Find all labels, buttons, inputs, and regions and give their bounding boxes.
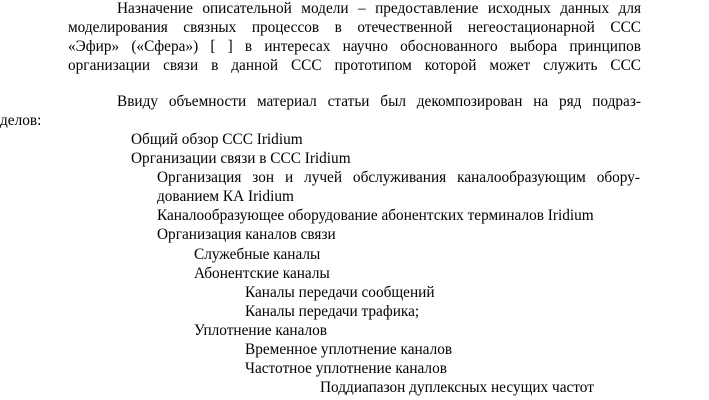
outline-item-zones-and-beams-line-2: дованием КА Iridium — [157, 188, 294, 206]
outline-item-subscriber-channels: Абонентские каналы — [194, 264, 330, 282]
section-outline — [0, 130, 709, 397]
outline-item-message-channels: Каналы передачи сообщений — [245, 283, 435, 301]
decomposition-paragraph — [0, 92, 641, 130]
outline-item-channel-organization: Организация каналов связи — [157, 226, 336, 244]
outline-item-time-multiplexing: Временное уплотнение каналов — [245, 341, 453, 359]
outline-item-duplex-carrier-subband: Поддиапазон дуплексных несущих частот — [320, 379, 594, 397]
outline-item-zones-and-beams — [0, 168, 709, 187]
outline-item-zones-and-beams-line-1: Организация зон и лучей обслуживания каналообразующим обору- — [157, 169, 640, 187]
outline-item-channel-multiplexing: Уплотнение каналов — [194, 321, 328, 339]
outline-item-terminal-equipment: Каналообразующее оборудование абонентских терминалов Iridium — [157, 207, 594, 225]
decomposition-line-2: делов: — [0, 112, 42, 129]
outline-item-communication-organization: Организации связи в ССС Iridium — [131, 150, 351, 168]
outline-item-frequency-multiplexing: Частотное уплотнение каналов — [245, 360, 447, 378]
intro-line-1: Назначение описательной модели – предоставление исходных данных для — [117, 0, 641, 17]
intro-line-4: организации связи в данной ССС прототипом которой может служить ССС — [68, 57, 641, 74]
outline-item-service-channels: Служебные каналы — [194, 245, 321, 263]
intro-line-3: «Эфир» («Сфера») [ ] в интересах научно обоснованного выбора принципов — [68, 38, 641, 55]
outline-item-overview: Общий обзор ССС Iridium — [131, 131, 303, 148]
outline-item-zones-and-beams-continued — [0, 187, 709, 206]
outline-item-traffic-channels: Каналы передачи трафика; — [245, 302, 420, 320]
decomposition-line-1: Ввиду объемности материал статьи был декомпозирован на ряд подраз- — [117, 93, 641, 110]
intro-line-2: моделирования связных процессов в отечественной негеостационарной ССС — [68, 19, 641, 36]
intro-paragraph — [68, 0, 641, 75]
